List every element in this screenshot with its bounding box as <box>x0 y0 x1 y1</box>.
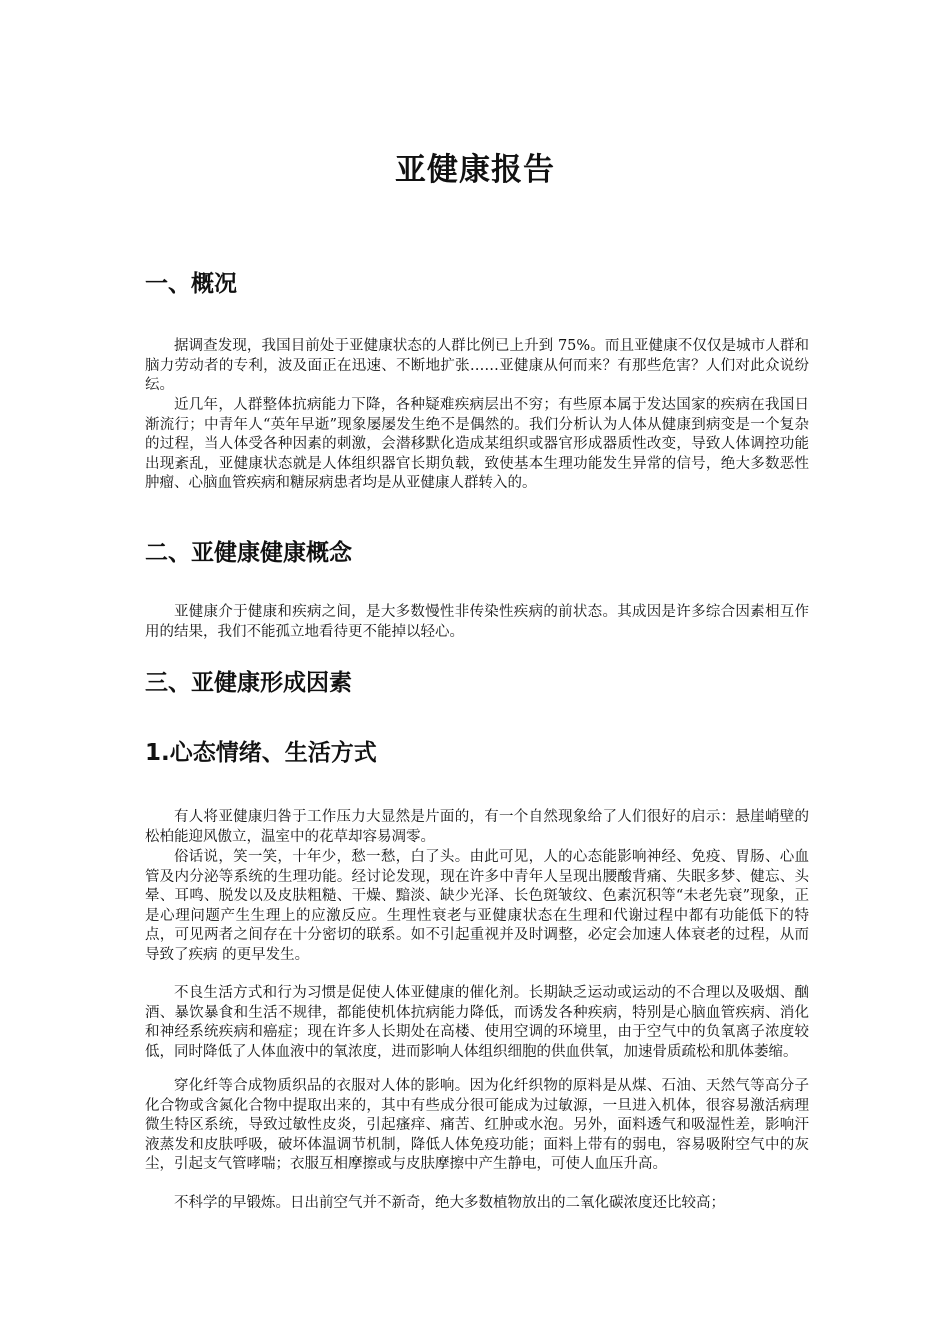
section-heading-overview: 一、概况 <box>145 271 237 297</box>
paragraph: 据调查发现，我国目前处于亚健康状态的人群比例已上升到 75%。而且亚健康不仅仅是城市人群和脑力劳动者的专利，波及面正在迅速、不断地扩张……亚健康从何而来？有那些危害？人们对此众说纷纭。 <box>145 338 809 394</box>
section-heading-factors: 三、亚健康形成因素 <box>145 670 352 696</box>
paragraph: 俗话说，笑一笑，十年少，愁一愁，白了头。由此可见，人的心态能影响神经、免疫、胃肠、心血管及内分泌等系统的生理功能。经讨论发现，现在许多中青年人呈现出腰酸背痛、失眠多梦、健忘、头晕、耳鸣、脱发以及皮肤粗糙、干燥、黯淡、缺少光泽、长色斑皱纹、色素沉积等“未老先衰”现象，正是心理问题产生生理上的应激反应。生理性衰老与亚健康状态在生理和代谢过程中都有功能低下的特点，可见两者之间存在十分密切的联系。如不引起重视并及时调整，必定会加速人体衰老的过程，从而导致了疾病 的更早发生。 <box>145 849 809 963</box>
paragraph: 有人将亚健康归咎于工作压力大显然是片面的，有一个自然现象给了人们很好的启示：悬崖峭壁的松柏能迎风傲立，温室中的花草却容易凋零。 <box>145 809 809 845</box>
subsection-heading-mindset-lifestyle: 1.心态情绪、生活方式 <box>145 740 377 766</box>
paragraph: 亚健康介于健康和疾病之间，是大多数慢性非传染性疾病的前状态。其成因是许多综合因素相互作用的结果，我们不能孤立地看待更不能掉以轻心。 <box>145 604 809 640</box>
document-title: 亚健康报告 <box>395 152 555 188</box>
paragraph: 近几年，人群整体抗病能力下降，各种疑难疾病层出不穷；有些原本属于发达国家的疾病在我国日渐流行；中青年人“英年早逝”现象屡屡发生绝不是偶然的。我们分析认为人体从健康到病变是一个复杂的过程，当人体受各种因素的刺激，会潜移默化造成某组织或器官形成器质性改变，导致人体调控功能出现紊乱，亚健康状态就是人体组织器官长期负载，致使基本生理功能发生异常的信号，绝大多数恶性肿瘤、心脑血管疾病和糖尿病患者均是从亚健康人群转入的。 <box>145 397 809 492</box>
paragraph: 穿化纤等合成物质织品的衣服对人体的影响。因为化纤织物的原料是从煤、石油、天然气等高分子化合物或含氮化合物中提取出来的，其中有些成分很可能成为过敏源，一旦进入机体，很容易激活病理微生特区系统，导致过敏性皮炎，引起瘙痒、痛苦、红肿或水泡。另外，面料透气和吸湿性差，影响汗液蒸发和皮肤呼吸，破坏体温调节机制，降低人体免疫功能；面料上带有的弱电，容易吸附空气中的灰尘，引起支气管哮喘；衣服互相摩擦或与皮肤摩擦中产生静电，可使人血压升高。 <box>145 1078 809 1173</box>
paragraph: 不科学的早锻炼。日出前空气并不新奇，绝大多数植物放出的二氧化碳浓度还比较高； <box>174 1195 725 1211</box>
section-heading-concept: 二、亚健康健康概念 <box>145 540 352 566</box>
paragraph: 不良生活方式和行为习惯是促使人体亚健康的催化剂。长期缺乏运动或运动的不合理以及吸烟、酗酒、暴饮暴食和生活不规律，都能使机体抗病能力降低，而诱发各种疾病，特别是心脑血管疾病、消化和神经系统疾病和癌症；现在许多人长期处在高楼、使用空调的环境里，由于空气中的负氧离子浓度较低，同时降低了人体血液中的氧浓度，进而影响人体组织细胞的供血供氧，加速骨质疏松和肌体萎缩。 <box>145 985 809 1060</box>
